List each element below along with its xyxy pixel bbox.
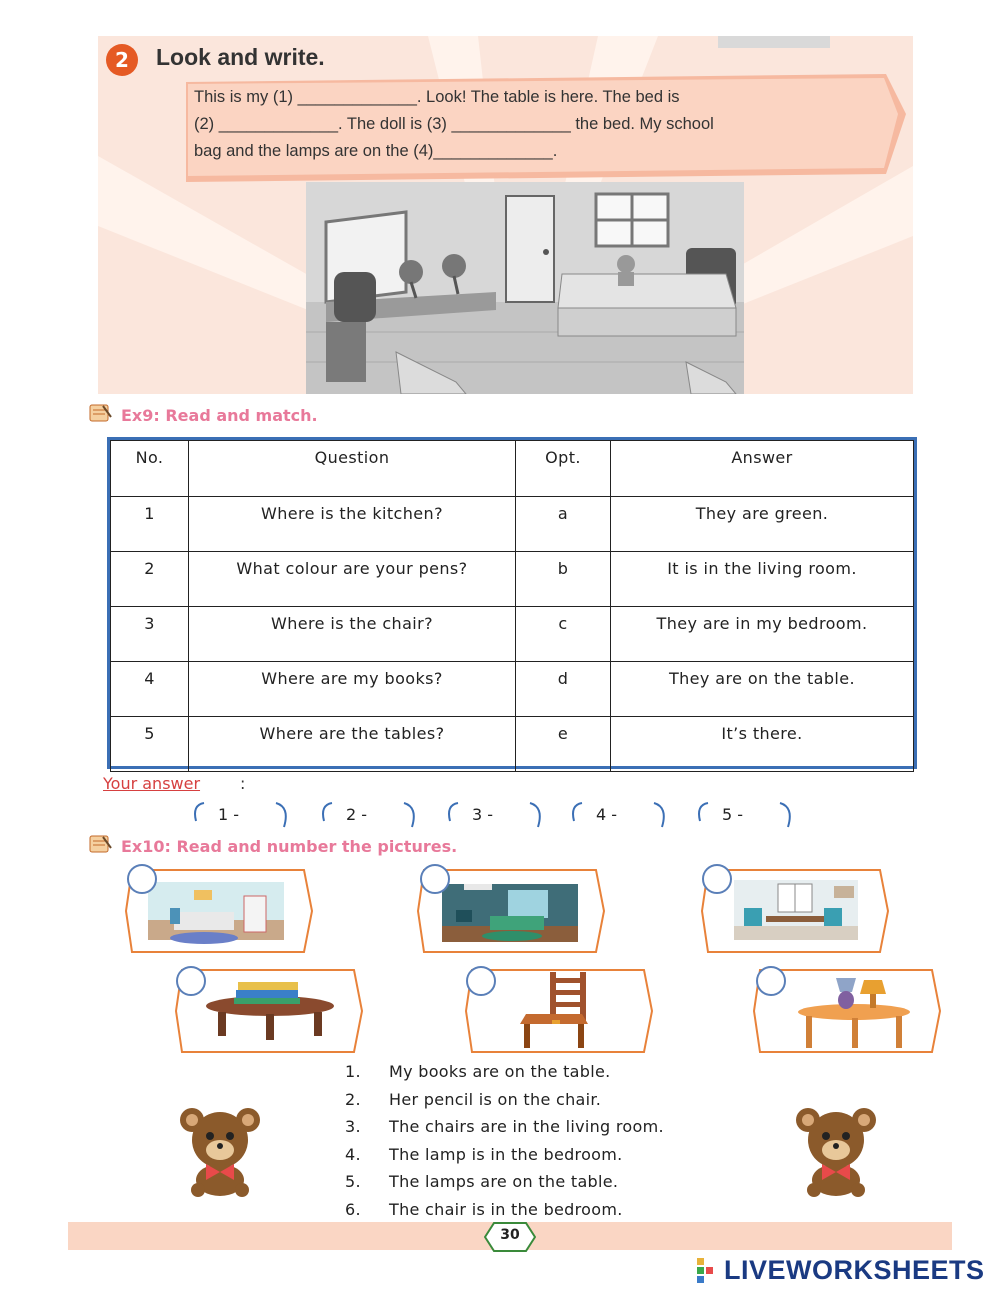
row-no: 1: [111, 497, 189, 552]
sentence-number: 3.: [345, 1117, 361, 1136]
row-answer: They are on the table.: [611, 662, 914, 717]
number-circle[interactable]: [466, 966, 496, 996]
sentence-text: The lamp is in the bedroom.: [389, 1145, 623, 1164]
sentence-text: The chair is in the bedroom.: [389, 1200, 623, 1219]
table-row: [111, 717, 914, 772]
match-table: [107, 437, 917, 769]
teddy-bear-icon: [172, 1102, 268, 1198]
table-row: [111, 607, 914, 662]
ex10-heading: Ex10: Read and number the pictures.: [121, 837, 458, 856]
sentence-6: [345, 1200, 623, 1219]
answer-slot-label: 4 -: [596, 805, 618, 824]
picture-lamps-on-table: [752, 968, 942, 1058]
row-opt: a: [516, 497, 611, 552]
sentence-3: [345, 1117, 664, 1136]
header-no: No.: [111, 441, 189, 497]
sentence-number: 4.: [345, 1145, 361, 1164]
page-number: 30: [500, 1227, 520, 1243]
number-circle[interactable]: [127, 864, 157, 894]
answer-slot-2[interactable]: [318, 801, 418, 829]
row-opt: c: [516, 607, 611, 662]
header-answer: Answer: [611, 441, 914, 497]
fill-blank-line-3: bag and the lamps are on the (4)_____________.: [194, 142, 558, 160]
notepad-icon: [89, 403, 113, 423]
answer-slot-label: 2 -: [346, 805, 368, 824]
row-question: Where are my books?: [189, 662, 516, 717]
sentence-4: [345, 1145, 623, 1164]
table-header-row: [111, 441, 914, 497]
row-question: Where is the kitchen?: [189, 497, 516, 552]
fill-blank-line-1: This is my (1) _____________. Look! The table is here. The bed is: [194, 88, 680, 106]
table-row: [111, 497, 914, 552]
answer-slot-label: 1 -: [218, 805, 240, 824]
answer-slot-1[interactable]: [190, 801, 290, 829]
number-circle[interactable]: [420, 864, 450, 894]
row-question: Where is the chair?: [189, 607, 516, 662]
row-no: 5: [111, 717, 189, 772]
sentence-number: 6.: [345, 1200, 361, 1219]
sentence-2: [345, 1090, 601, 1109]
row-opt: d: [516, 662, 611, 717]
sentence-number: 2.: [345, 1090, 361, 1109]
row-answer: They are in my bedroom.: [611, 607, 914, 662]
answer-slot-label: 5 -: [722, 805, 744, 824]
answer-slot-5[interactable]: [694, 801, 794, 829]
notepad-icon: [89, 834, 113, 854]
number-circle[interactable]: [702, 864, 732, 894]
exercise-number-badge: 2: [106, 44, 138, 76]
sentence-text: The chairs are in the living room.: [389, 1117, 664, 1136]
exercise-title: Look and write.: [156, 44, 325, 70]
row-opt: e: [516, 717, 611, 772]
sentence-number: 5.: [345, 1172, 361, 1191]
picture-bedroom-1: [124, 868, 314, 958]
answer-slot-label: 3 -: [472, 805, 494, 824]
sentence-number: 1.: [345, 1062, 361, 1081]
sentence-5: [345, 1172, 618, 1191]
table-row: [111, 552, 914, 607]
header-opt: Opt.: [516, 441, 611, 497]
header-question: Question: [189, 441, 516, 497]
ex9-heading: Ex9: Read and match.: [121, 406, 318, 425]
your-answer-colon: :: [240, 774, 246, 793]
fill-blank-line-2: (2) _____________. The doll is (3) _____________ the bed. My school: [194, 115, 714, 133]
sentence-text: My books are on the table.: [389, 1062, 611, 1081]
row-answer: They are green.: [611, 497, 914, 552]
teddy-bear-icon: [788, 1102, 884, 1198]
row-no: 2: [111, 552, 189, 607]
row-opt: b: [516, 552, 611, 607]
bedroom-illustration: [306, 182, 744, 394]
picture-living-room-2: [700, 868, 890, 958]
number-circle[interactable]: [756, 966, 786, 996]
sentence-text: The lamps are on the table.: [389, 1172, 619, 1191]
row-question: What colour are your pens?: [189, 552, 516, 607]
table-row: [111, 662, 914, 717]
row-answer: It’s there.: [611, 717, 914, 772]
row-no: 3: [111, 607, 189, 662]
liveworksheets-brand[interactable]: LIVEWORKSHEETS: [724, 1255, 985, 1285]
liveworksheets-logo-icon: [697, 1258, 721, 1284]
row-answer: It is in the living room.: [611, 552, 914, 607]
row-question: Where are the tables?: [189, 717, 516, 772]
row-no: 4: [111, 662, 189, 717]
picture-living-room-1: [416, 868, 606, 958]
picture-books-on-table: [174, 968, 364, 1058]
answer-slot-4[interactable]: [568, 801, 668, 829]
sentence-text: Her pencil is on the chair.: [389, 1090, 602, 1109]
number-circle[interactable]: [176, 966, 206, 996]
sentence-1: [345, 1062, 611, 1081]
page-number-badge: [484, 1222, 536, 1252]
exercise-2-panel: [98, 36, 913, 394]
answer-slot-3[interactable]: [444, 801, 544, 829]
picture-chair: [464, 968, 654, 1058]
your-answer-label: Your answer: [103, 774, 201, 793]
